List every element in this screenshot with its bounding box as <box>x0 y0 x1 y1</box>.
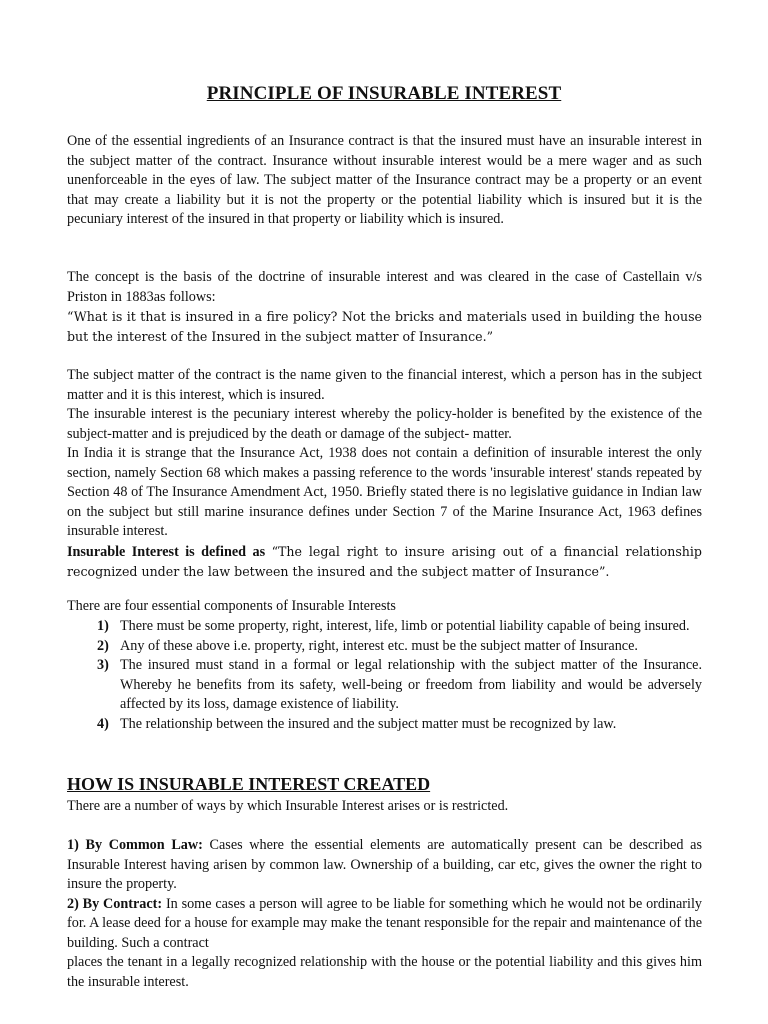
list-item-text: The insured must stand in a formal or legal relationship with the subject matter of the Insurance. Whereby he benefits from its safety, well-being or freedom from liability and would be adversely affected by its loss, damage existence of liability. <box>120 657 702 712</box>
list-item-text: The relationship between the insured and the subject matter must be recognized by law. <box>120 715 617 732</box>
list-item-number: 4) <box>97 715 109 732</box>
section-heading: HOW IS INSURABLE INTEREST CREATED <box>67 774 431 794</box>
paragraph-subject-matter: The subject matter of the contract is the name given to the financial interest, which a person has in the subject matter and it is this interest, which is insured. <box>67 367 702 403</box>
components-list <box>67 617 702 734</box>
paragraph-contract-continued: places the tenant in a legally recognized relationship with the house or the potential liability and this gives him the insurable interest. <box>67 954 702 990</box>
paragraph-group-definitions <box>67 366 702 583</box>
definition-label: Insurable Interest is defined as <box>67 543 266 560</box>
paragraph-castellain <box>67 268 702 346</box>
list-item-number: 1) <box>97 618 109 634</box>
list-item <box>67 715 702 735</box>
components-intro: There are four essential components of Insurable Interests <box>67 598 396 614</box>
paragraph-common-law <box>67 836 702 895</box>
list-item-number: 2) <box>97 637 109 654</box>
list-item-number: 3) <box>97 657 109 673</box>
definition-text: “The legal right to insure arising out of a financial relationship recognized under the law between the insured and the subject matter of Insurance”. <box>67 543 702 579</box>
paragraph-contract <box>67 895 702 954</box>
castellain-quote: “What is it that is insured in a fire policy? Not the bricks and materials used in building the house but the interest of the Insured in the subject matter of Insurance.” <box>67 309 702 344</box>
contract-label: 2) By Contract: <box>67 895 163 912</box>
list-item-text: Any of these above i.e. property, right, interest etc. must be the subject matter of Insurance. <box>120 637 638 654</box>
paragraph-definition <box>67 542 702 583</box>
list-item <box>67 637 702 657</box>
common-law-text: Cases where the essential elements are automatically present can be described as Insurable Interest having arisen by common law. Ownership of a building, car etc, gives the owner the right to insure the property. <box>67 837 702 892</box>
list-item-text: There must be some property, right, interest, life, limb or potential liability capable of being insured. <box>120 618 690 634</box>
contract-text: In some cases a person will agree to be liable for something which he would not be ordinarily for. A lease deed for a house for example may make the tenant responsible for the repair and maintenance of the building. Such a contract <box>67 895 703 951</box>
common-law-label: 1) By Common Law: <box>67 837 203 853</box>
section2-intro: There are a number of ways by which Insurable Interest arises or is restricted. <box>67 798 509 814</box>
paragraph-group-creation <box>67 836 702 992</box>
paragraph-india-law: In India it is strange that the Insurance Act, 1938 does not contain a definition of insurable interest the only section, namely Section 68 which makes a passing reference to the words 'insurable interest' stands repeated by Section 48 of The Insurance Amendment Act, 1950. Briefly stated there is no legislative guidance in Indian law on the subject but still marine insurance defines under Section 7 of the Marine Insurance Act, 1963 defines insurable interest. <box>67 445 702 539</box>
list-item <box>67 617 702 637</box>
page-title: PRINCIPLE OF INSURABLE INTEREST <box>206 83 562 104</box>
list-item <box>67 656 702 715</box>
castellain-intro: The concept is the basis of the doctrine of insurable interest and was cleared in the case of Castellain v/s Priston in 1883as follows: <box>67 269 702 305</box>
paragraph-pecuniary-interest: The insurable interest is the pecuniary interest whereby the policy-holder is benefited by the existence of the subject-matter and is prejudiced by the death or damage of the subject- matter. <box>67 406 702 442</box>
paragraph-intro: One of the essential ingredients of an Insurance contract is that the insured must have an insurable interest in the subject matter of the contract. Insurance without insurable interest would be a mere wager and as such unenforceable in the eyes of law. The subject matter of the Insurance contract may be a property or an event that may create a liability but it is not the property or the potential liability which is insured but it is the pecuniary interest of the insured in that property or liability which is insured. <box>67 133 702 227</box>
